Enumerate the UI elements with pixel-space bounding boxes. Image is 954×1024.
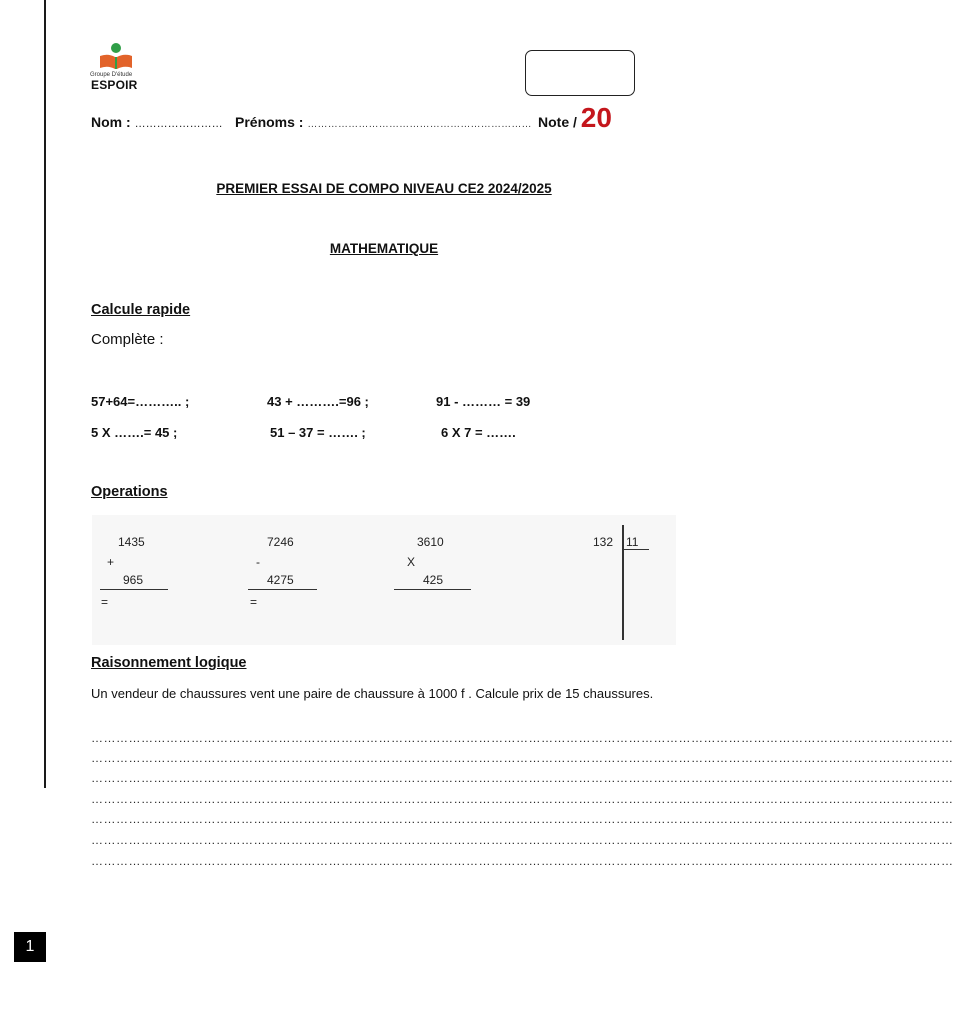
nom-label: Nom :: [91, 114, 131, 130]
problem-text: Un vendeur de chaussures vent une paire de chaussure à 1000 f . Calcule prix de 15 chaussures.: [91, 686, 654, 701]
multiplication-bottom: 425: [423, 573, 444, 587]
multiplication-line: [394, 589, 471, 590]
note-box: [525, 50, 635, 96]
multiplication-sign: X: [407, 555, 416, 569]
addition-sign: +: [107, 555, 115, 569]
subject-title: MATHEMATIQUE: [329, 241, 439, 256]
division-horizontal-line: [623, 549, 649, 550]
exercise-1: 57+64=……….. ;: [91, 394, 190, 409]
prenoms-dots: …………………………………………………………: [307, 119, 532, 130]
nom-field[interactable]: [91, 114, 223, 130]
operations-panel: [92, 515, 676, 645]
answer-line[interactable]: ………………………………………………………………………………………………………………………………………………………………………………………: [91, 792, 954, 806]
answer-line[interactable]: ………………………………………………………………………………………………………………………………………………………………………………………: [91, 812, 954, 826]
subtraction-line: [248, 589, 317, 590]
answer-line[interactable]: ………………………………………………………………………………………………………………………………………………………………………………………: [91, 731, 954, 745]
addition-top: 1435: [118, 535, 145, 549]
multiplication-top: 3610: [417, 535, 444, 549]
addition-line: [100, 589, 168, 590]
addition-equals: =: [101, 595, 109, 609]
note-label: Note /: [538, 114, 577, 130]
subtraction-top: 7246: [267, 535, 294, 549]
subtraction-equals: =: [250, 595, 258, 609]
document-title: PREMIER ESSAI DE COMPO NIVEAU CE2 2024/2025: [216, 181, 552, 196]
logo: [90, 42, 142, 92]
exercise-6: 6 X 7 = …….: [441, 425, 516, 440]
logo-subtitle: Groupe D'étude: [90, 72, 133, 78]
subtraction-sign: -: [256, 555, 260, 569]
exercise-4: 5 X …….= 45 ;: [91, 425, 178, 440]
subtraction-bottom: 4275: [267, 573, 294, 587]
division-dividend: 132: [593, 535, 614, 549]
division-vertical-line: [622, 525, 624, 640]
page-number: 1: [14, 932, 46, 962]
answer-line[interactable]: ………………………………………………………………………………………………………………………………………………………………………………………: [91, 751, 954, 765]
logo-name: ESPOIR: [91, 78, 138, 92]
prenoms-field[interactable]: [235, 114, 532, 130]
operations-heading: Operations: [91, 484, 168, 500]
note-value: 20: [580, 102, 612, 133]
addition-bottom: 965: [123, 573, 144, 587]
exercise-5: 51 – 37 = ……. ;: [270, 425, 366, 440]
calcul-instruction: Complète :: [91, 331, 164, 348]
nom-dots: ……………………: [134, 118, 223, 130]
answer-line[interactable]: ………………………………………………………………………………………………………………………………………………………………………………………: [91, 854, 954, 868]
exercise-2: 43 + ……….=96 ;: [267, 394, 369, 409]
logo-icon: [96, 42, 136, 74]
division-divisor: 11: [626, 535, 639, 549]
page-margin-line: [44, 0, 46, 788]
answer-line[interactable]: ………………………………………………………………………………………………………………………………………………………………………………………: [91, 771, 954, 785]
exercise-3: 91 - ……… = 39: [436, 394, 531, 409]
prenoms-label: Prénoms :: [235, 114, 304, 130]
raisonnement-heading: Raisonnement logique: [91, 655, 247, 671]
note-field: [538, 102, 612, 134]
calcul-heading: Calcule rapide: [91, 302, 191, 318]
answer-line[interactable]: ………………………………………………………………………………………………………………………………………………………………………………………: [91, 833, 954, 847]
